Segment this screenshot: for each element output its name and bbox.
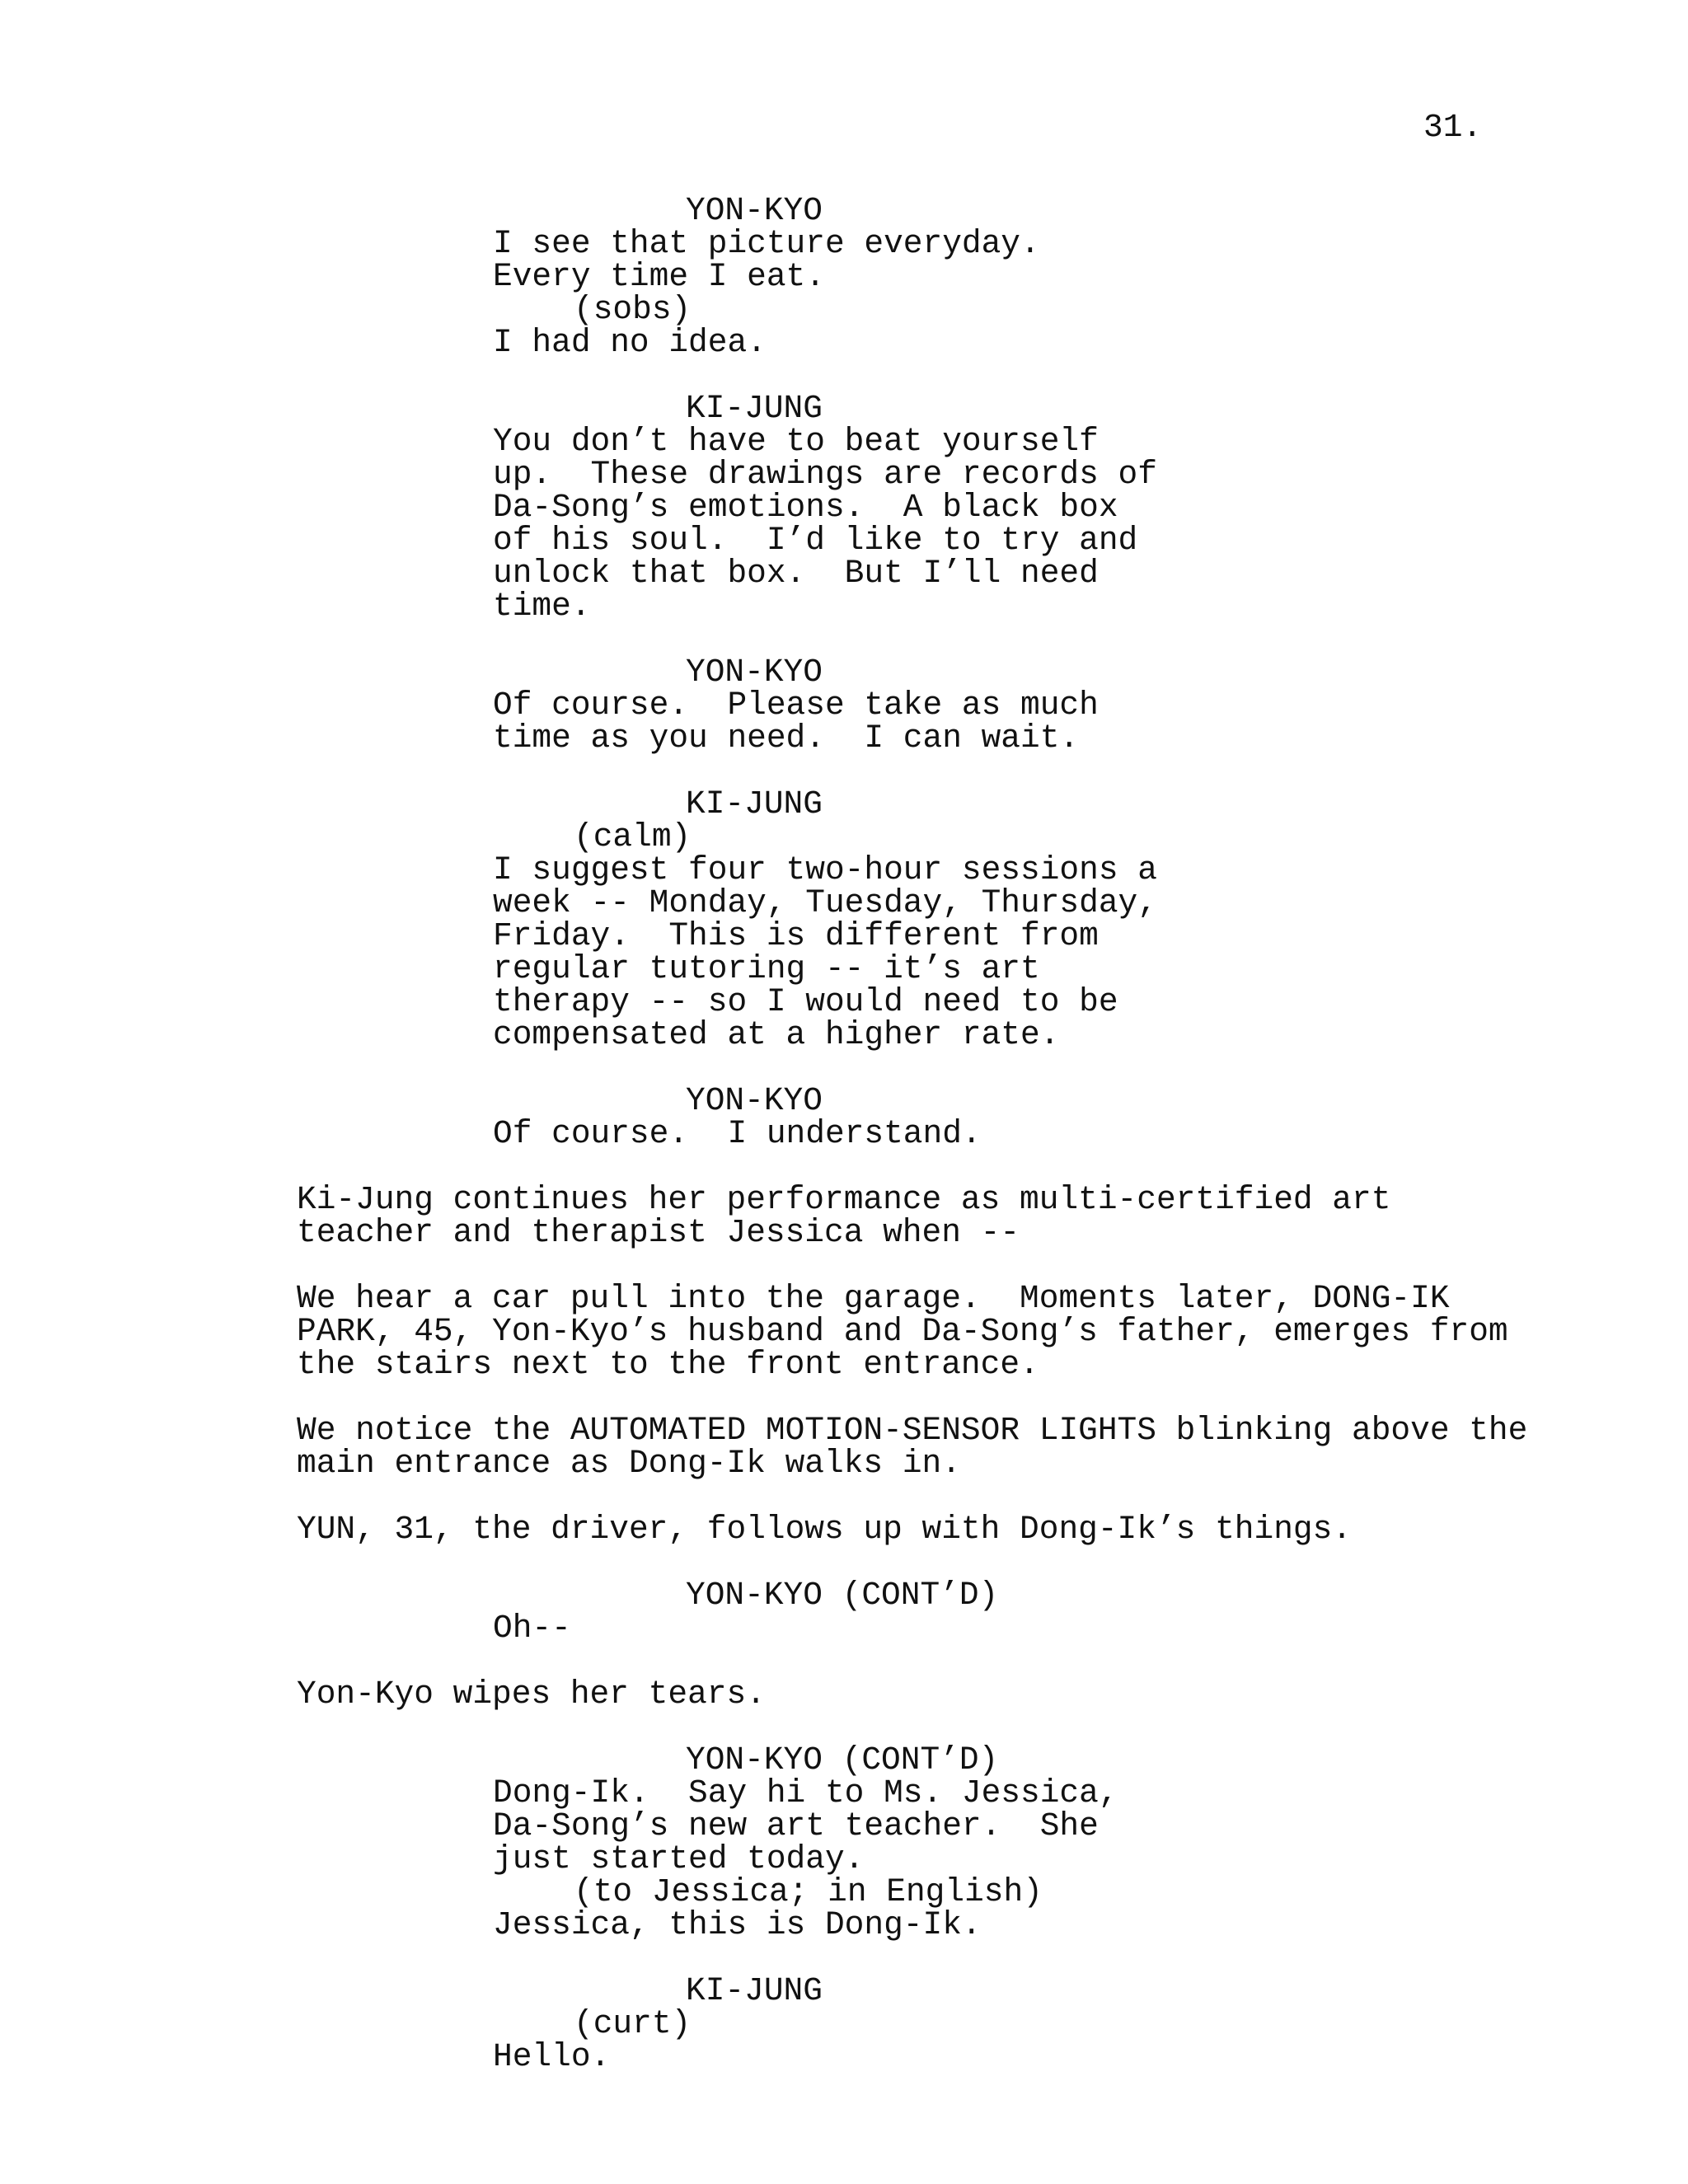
block-spacer	[297, 1249, 1632, 1282]
action-block	[297, 1513, 1632, 1546]
dialogue-line: You don’t have to beat yourself	[493, 423, 1099, 460]
character-name: YON-KYO	[686, 192, 823, 229]
action-line: We notice the AUTOMATED MOTION-SENSOR LIGHTS blinking above the	[297, 1412, 1528, 1449]
dialogue-line: time.	[493, 588, 591, 625]
action-line: main entrance as Dong-Ik walks in.	[297, 1445, 961, 1482]
dialogue-line: I see that picture everyday.	[493, 225, 1040, 262]
dialogue-block	[297, 194, 1632, 359]
action-block	[297, 1183, 1632, 1249]
dialogue-block	[297, 392, 1632, 623]
dialogue-line: Of course. I understand.	[493, 1115, 982, 1152]
block-spacer	[297, 1052, 1632, 1085]
dialogue-block	[297, 785, 1632, 1053]
dialogue-block	[297, 1972, 1632, 2075]
block-spacer	[297, 755, 1632, 788]
dialogue-line: Hello.	[493, 2038, 611, 2075]
dialogue-line: regular tutoring -- it’s art	[493, 950, 1040, 987]
block-spacer	[297, 1151, 1632, 1183]
dialogue-line: just started today.	[493, 1840, 865, 1877]
character-name: KI-JUNG	[686, 390, 823, 427]
block-spacer	[297, 1645, 1632, 1678]
dialogue-line: Oh--	[493, 1610, 571, 1647]
action-line: Ki-Jung continues her performance as multi-certified art	[297, 1181, 1391, 1218]
dialogue-block	[297, 656, 1632, 755]
action-block	[297, 1282, 1632, 1381]
dialogue-line: week -- Monday, Tuesday, Thursday,	[493, 884, 1157, 921]
parenthetical: (curt)	[574, 2005, 692, 2042]
dialogue-line: of his soul. I’d like to try and	[493, 522, 1138, 559]
dialogue-line: unlock that box. But I’ll need	[493, 555, 1099, 592]
parenthetical: (sobs)	[574, 291, 692, 328]
dialogue-line: Dong-Ik. Say hi to Ms. Jessica,	[493, 1774, 1118, 1811]
dialogue-block	[297, 1579, 1632, 1645]
action-line: the stairs next to the front entrance.	[297, 1346, 1039, 1383]
dialogue-line: I suggest four two-hour sessions a	[493, 851, 1157, 888]
character-name: YON-KYO (CONT’D)	[686, 1741, 999, 1779]
dialogue-block	[297, 1082, 1632, 1152]
block-spacer	[297, 1942, 1632, 1975]
page-number: 31.	[1423, 109, 1483, 146]
action-block	[297, 1675, 1632, 1713]
dialogue-line: I had no idea.	[493, 324, 767, 361]
script-body	[297, 194, 1632, 2074]
block-spacer	[297, 623, 1632, 656]
dialogue-line: compensated at a higher rate.	[493, 1016, 1060, 1053]
character-name: YON-KYO	[686, 654, 823, 691]
block-spacer	[297, 1381, 1632, 1414]
dialogue-line: therapy -- so I would need to be	[493, 983, 1118, 1020]
action-line: We hear a car pull into the garage. Moments later, DONG-IK	[297, 1280, 1450, 1317]
action-line: YUN, 31, the driver, follows up with Dong-Ik’s things.	[297, 1511, 1353, 1548]
dialogue-line: Da-Song’s emotions. A black box	[493, 489, 1118, 526]
character-name: KI-JUNG	[686, 1972, 823, 2009]
action-line: Yon-Kyo wipes her tears.	[297, 1675, 766, 1713]
dialogue-line: Da-Song’s new art teacher. She	[493, 1807, 1099, 1844]
action-block	[297, 1414, 1632, 1480]
dialogue-line: Friday. This is different from	[493, 917, 1099, 954]
dialogue-line: Every time I eat.	[493, 258, 825, 295]
block-spacer	[297, 359, 1632, 392]
character-name: YON-KYO (CONT’D)	[686, 1577, 999, 1614]
dialogue-block	[297, 1741, 1632, 1943]
block-spacer	[297, 1546, 1632, 1579]
parenthetical: (to Jessica; in English)	[574, 1873, 1043, 1910]
character-name: YON-KYO	[686, 1082, 823, 1119]
dialogue-line: time as you need. I can wait.	[493, 719, 1080, 757]
dialogue-line: up. These drawings are records of	[493, 456, 1157, 493]
parenthetical: (calm)	[574, 818, 692, 855]
block-spacer	[297, 1711, 1632, 1744]
character-name: KI-JUNG	[686, 785, 823, 823]
action-line: PARK, 45, Yon-Kyo’s husband and Da-Song’s father, emerges from	[297, 1313, 1508, 1350]
dialogue-line: Jessica, this is Dong-Ik.	[493, 1906, 982, 1943]
dialogue-line: Of course. Please take as much	[493, 687, 1099, 724]
block-spacer	[297, 1480, 1632, 1513]
action-line: teacher and therapist Jessica when --	[297, 1214, 1020, 1251]
